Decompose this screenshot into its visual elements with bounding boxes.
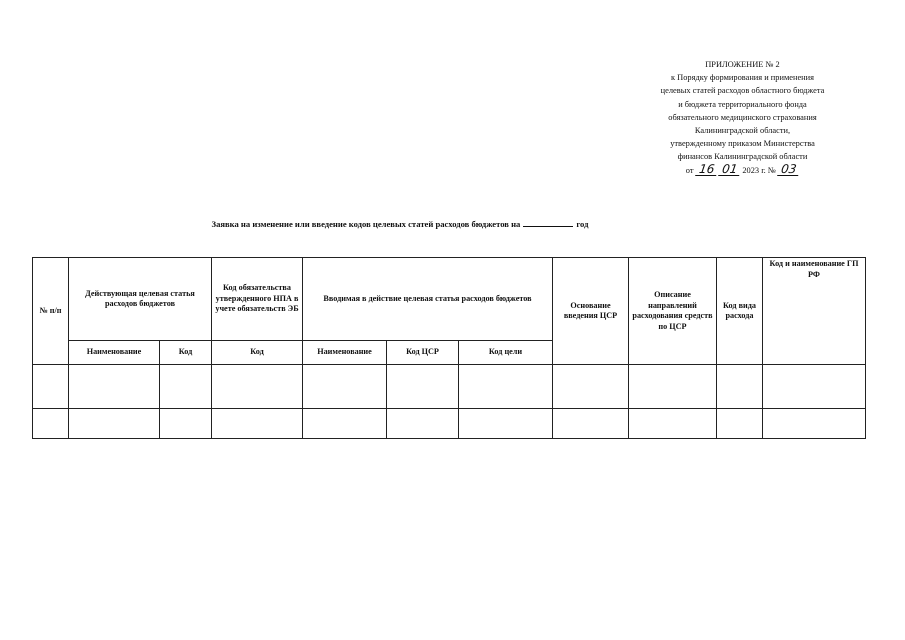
date-month-handwritten: 01	[718, 164, 741, 176]
table-cell	[717, 365, 763, 409]
table-cell	[33, 409, 69, 439]
table-cell	[763, 409, 866, 439]
subheader-new-name: Наименование	[303, 341, 387, 365]
appendix-line: утвержденному приказом Министерства	[670, 139, 815, 149]
header-new-article: Вводимая в действие целевая статья расходов бюджетов	[303, 258, 553, 341]
date-prefix: от	[685, 165, 694, 175]
table-cell	[160, 409, 212, 439]
appendix-line: финансов Калининградской области	[677, 152, 808, 162]
table-cell	[459, 365, 553, 409]
subheader-obligation-code: Код	[212, 341, 303, 365]
date-day-handwritten: 16	[695, 164, 718, 176]
appendix-date-line	[640, 161, 845, 177]
table-cell	[717, 409, 763, 439]
table-cell	[69, 365, 160, 409]
table-cell	[387, 409, 459, 439]
table-cell	[160, 365, 212, 409]
table-cell	[33, 365, 69, 409]
request-table	[32, 257, 866, 439]
date-year: 2023 г. №	[742, 165, 776, 175]
appendix-title: ПРИЛОЖЕНИЕ № 2	[705, 60, 780, 69]
table-cell	[629, 365, 717, 409]
appendix-line: и бюджета территориального фонда	[678, 99, 807, 109]
table-cell	[212, 409, 303, 439]
header-current-article: Действующая целевая статья расходов бюджетов	[69, 258, 212, 341]
appendix-line: обязательного медицинского страхования	[668, 112, 817, 122]
order-number-handwritten: 03	[777, 164, 800, 176]
header-num: № п/п	[33, 258, 69, 365]
appendix-line: Калининградской области,	[694, 126, 791, 136]
year-blank-line	[523, 226, 573, 227]
appendix-block	[640, 58, 845, 177]
header-gp-code: Код и наименование ГП РФ	[763, 258, 866, 365]
table-cell	[459, 409, 553, 439]
subheader-new-csr-code: Код ЦСР	[387, 341, 459, 365]
table-cell	[212, 365, 303, 409]
table-cell	[69, 409, 160, 439]
table-cell	[629, 409, 717, 439]
table-row	[33, 409, 866, 439]
header-description: Описание направлений расходования средств по ЦСР	[629, 258, 717, 365]
form-title	[0, 219, 800, 229]
header-expense-type: Код вида расхода	[717, 258, 763, 365]
appendix-line: целевых статей расходов областного бюджета	[660, 86, 825, 96]
form-title-text: Заявка на изменение или введение кодов целевых статей расходов бюджетов на	[211, 219, 521, 229]
subheader-current-code: Код	[160, 341, 212, 365]
form-title-suffix: год	[576, 219, 589, 229]
header-obligation-code: Код обязательства утвержденного НПА в учете обязательств ЭБ	[212, 258, 303, 341]
table-cell	[303, 409, 387, 439]
table-cell	[553, 365, 629, 409]
table-cell	[387, 365, 459, 409]
header-basis: Основание введения ЦСР	[553, 258, 629, 365]
table-cell	[763, 365, 866, 409]
table-cell	[553, 409, 629, 439]
subheader-new-goal-code: Код цели	[459, 341, 553, 365]
subheader-current-name: Наименование	[69, 341, 160, 365]
table-row	[33, 365, 866, 409]
table-cell	[303, 365, 387, 409]
appendix-line: к Порядку формирования и применения	[671, 73, 814, 83]
